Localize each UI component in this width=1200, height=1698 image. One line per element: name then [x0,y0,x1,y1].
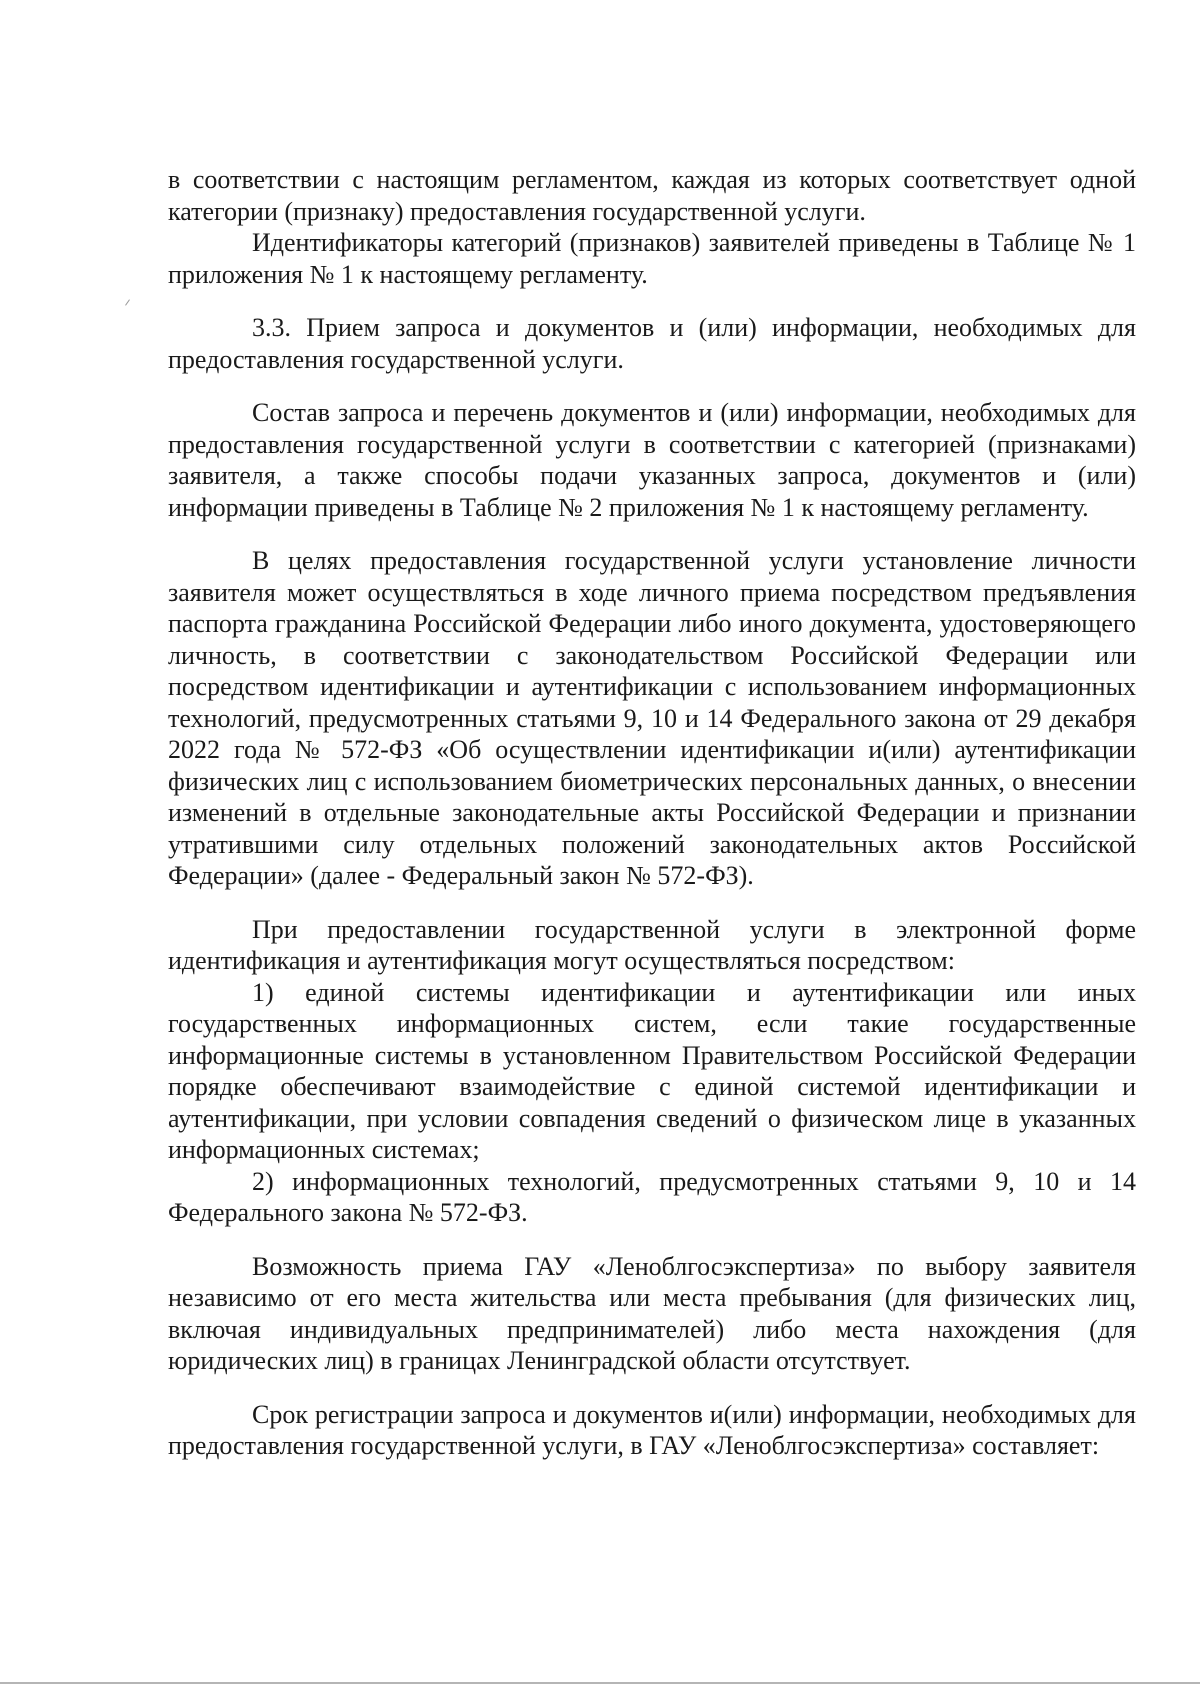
page-bottom-edge [0,1682,1200,1684]
paragraph-reception-possibility: Возможность приема ГАУ «Леноблгосэкспертиза» по выбору заявителя независимо от его места жительства или места пребывания (для физических лиц, включая индивидуальных предпринимателей) либо места нахождения (для юридических лиц) в границах Ленинградской области отсутствует. [168,1251,1136,1375]
document-body [168,164,1136,1462]
paragraph-electronic-form: При предоставлении государственной услуги в электронной форме идентификация и аутентификация могут осуществляться посредством: [168,914,1136,975]
scan-artifact [125,299,130,305]
list-item-1: 1) единой системы идентификации и аутентификации или иных государственных информационных систем, если такие государственные информационные системы в установленном Правительством Российской Федерации порядке обеспечивают взаимодействие с единой системой идентификации и аутентификации, при условии совпадения сведений о физическом лице в указанных информационных системах; [168,977,1136,1164]
paragraph-identity-verification: В целях предоставления государственной услуги установление личности заявителя может осуществляться в ходе личного приема посредством предъявления паспорта гражданина Российской Федерации либо иного документа, удостоверяющего личность, в соответствии с законодательством Российской Федерации или посредством идентификации и аутентификации с использованием информационных технологий, предусмотренных статьями 9, 10 и 14 Федерального закона от 29 декабря 2022 года № 572-ФЗ «Об осуществлении идентификации и(или) аутентификации физических лиц с использованием биометрических персональных данных, о внесении изменений в отдельные законодательные акты Российской Федерации и признании утратившими силу отдельных положений законодательных актов Российской Федерации» (далее - Федеральный закон № 572-ФЗ). [168,546,1136,890]
paragraph-registration-term: Срок регистрации запроса и документов и(или) информации, необходимых для предоставления государственной услуги, в ГАУ «Леноблгосэкспертиза» составляет: [168,1399,1136,1460]
section-heading-3-3: 3.3. Прием запроса и документов и (или) информации, необходимых для предоставления государственной услуги. [168,313,1136,374]
paragraph-identifiers: Идентификаторы категорий (признаков) заявителей приведены в Таблице № 1 приложения № 1 к настоящему регламенту. [168,228,1136,289]
paragraph-request-composition: Состав запроса и перечень документов и (или) информации, необходимых для предоставления государственной услуги в соответствии с категорией (признаками) заявителя, а также способы подачи указанных запроса, документов и (или) информации приведены в Таблице № 2 приложения № 1 к настоящему регламенту. [168,398,1136,522]
list-item-2: 2) информационных технологий, предусмотренных статьями 9, 10 и 14 Федерального закона № 572-ФЗ. [168,1166,1136,1227]
paragraph-continuation: в соответствии с настоящим регламентом, каждая из которых соответствует одной категории (признаку) предоставления государственной услуги. [168,165,1136,226]
